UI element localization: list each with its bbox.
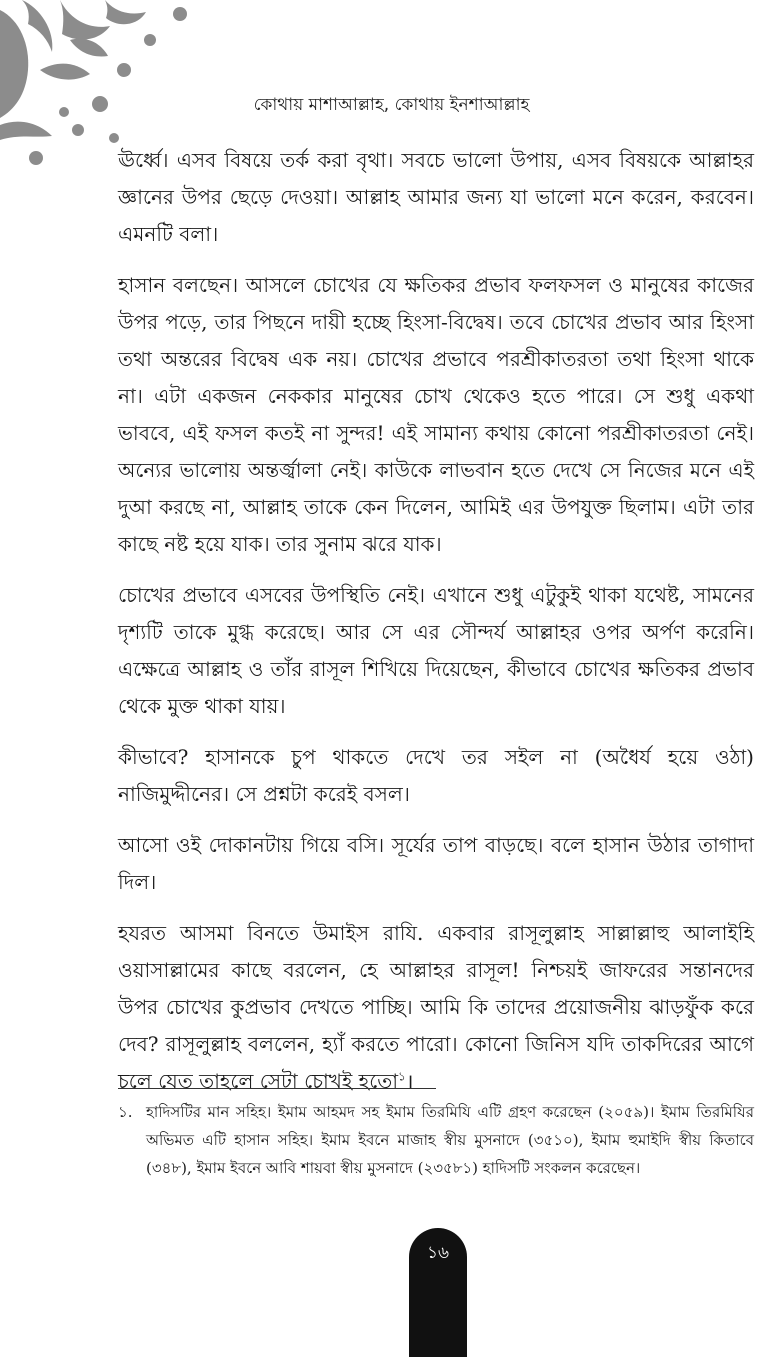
- running-header: কোথায় মাশাআল্লাহ, কোথায় ইনশাআল্লাহ: [253, 95, 530, 115]
- paragraph: চোখের প্রভাবে এসবের উপস্থিতি নেই। এখানে শুধু এটুকুই থাকা যথেষ্ট, সামনের দৃশ্যটি তাকে মুগ্ধ করেছে। আর সে এর সৌন্দর্য আল্লাহর ওপর অর্পণ করেনি। এক্ষেত্রে আল্লাহ ও তাঁর রাসূল শিখিয়ে দিয়েছেন, কীভাবে চোখের ক্ষতিকর প্রভাব থেকে মুক্ত থাকা যায়।: [118, 583, 754, 718]
- paragraph: ঊর্ধ্বে। এসব বিষয়ে তর্ক করা বৃথা। সবচে ভালো উপায়, এসব বিষয়কে আল্লাহর জ্ঞানের উপর ছেড়ে দেওয়া। আল্লাহ আমার জন্য যা ভালো মনে করেন, করবেন। এমনটি বলা।: [118, 148, 754, 246]
- paragraph-text: হযরত আসমা বিনতে উমাইস রাযি. একবার রাসূলুল্লাহ সাল্লাল্লাহু আলাইহি ওয়াসাল্লামের কাছে বরলেন, হে আল্লাহর রাসূল! নিশ্চয়ই জাফরের সন্তানদের উপর চোখের কুপ্রভাব দেখতে পাচ্ছি। আমি কি তাদের প্রয়োজনীয় ঝাড়ফুঁক করে দেব? রাসূলুল্লাহ বললেন, হ্যাঁ করতে পারো। কোনো জিনিস যদি তাকদিরের আগে চলে যেত তাহলে সেটা চোখই হতো: [118, 921, 754, 1093]
- footnote-number: ১.: [118, 1103, 133, 1121]
- paragraph: আসো ওই দোকানটায় গিয়ে বসি। সূর্যের তাপ বাড়ছে। বলে হাসান উঠার তাগাদা দিল।: [118, 833, 754, 894]
- footnote-text: হাদিসটির মান সহিহ। ইমাম আহমদ সহ ইমাম তিরমিযি এটি গ্রহণ করেছেন (২০৫৯)। ইমাম তিরমিযির অভিমত এটি হাসান সহিহ। ইমাম ইবনে মাজাহ স্বীয় মুসনাদে (৩৫১০), ইমাম হুমাইদি স্বীয় কিতাবে (৩৪৮), ইমাম ইবনে আবি শায়বা স্বীয় মুসনাদে (২৩৫৮১) হাদিসটি সংকলন করেছেন।: [146, 1103, 754, 1177]
- body-text: [118, 142, 754, 1114]
- paragraph: হাসান বলছেন। আসলে চোখের যে ক্ষতিকর প্রভাব ফলফসল ও মানুষের কাজের উপর পড়ে, তার পিছনে দায়ী হচ্ছে হিংসা-বিদ্বেষ। তবে চোখের প্রভাব আর হিংসা তথা অন্তরের বিদ্বেষ এক নয়। চোখের প্রভাবে পরশ্রীকাতরতা তথা হিংসা থাকে না। এটা একজন নেককার মানুষের চোখ থেকেও হতে পারে। সে শুধু একথা ভাববে, এই ফসল কতই না সুন্দর! এই সামান্য কথায় কোনো পরশ্রীকাতরতা নেই। অন্যের ভালোয় অন্তর্জ্বালা নেই। কাউকে লাভবান হতে দেখে সে নিজের মনে এই দুআ করছে না, আল্লাহ তাকে কেন দিলেন, আমিই এর উপযুক্ত ছিলাম। এটা তার কাছে নষ্ট হয়ে যাক। তার সুনাম ঝরে যাক।: [118, 273, 754, 556]
- footnote: [118, 1098, 754, 1182]
- paragraph: কীভাবে? হাসানকে চুপ থাকতে দেখে তর সইল না (অধৈর্য হয়ে ওঠা) নাজিমুদ্দীনের। সে প্রশ্নটা করেই বসল।: [118, 745, 754, 806]
- page-number: ১৬: [426, 1243, 450, 1263]
- footnote-marker[interactable]: ১: [398, 1069, 406, 1084]
- paragraph-with-footnote: [118, 915, 754, 1100]
- paragraph-end: ।: [405, 1069, 414, 1093]
- footnote-divider: [118, 1088, 436, 1089]
